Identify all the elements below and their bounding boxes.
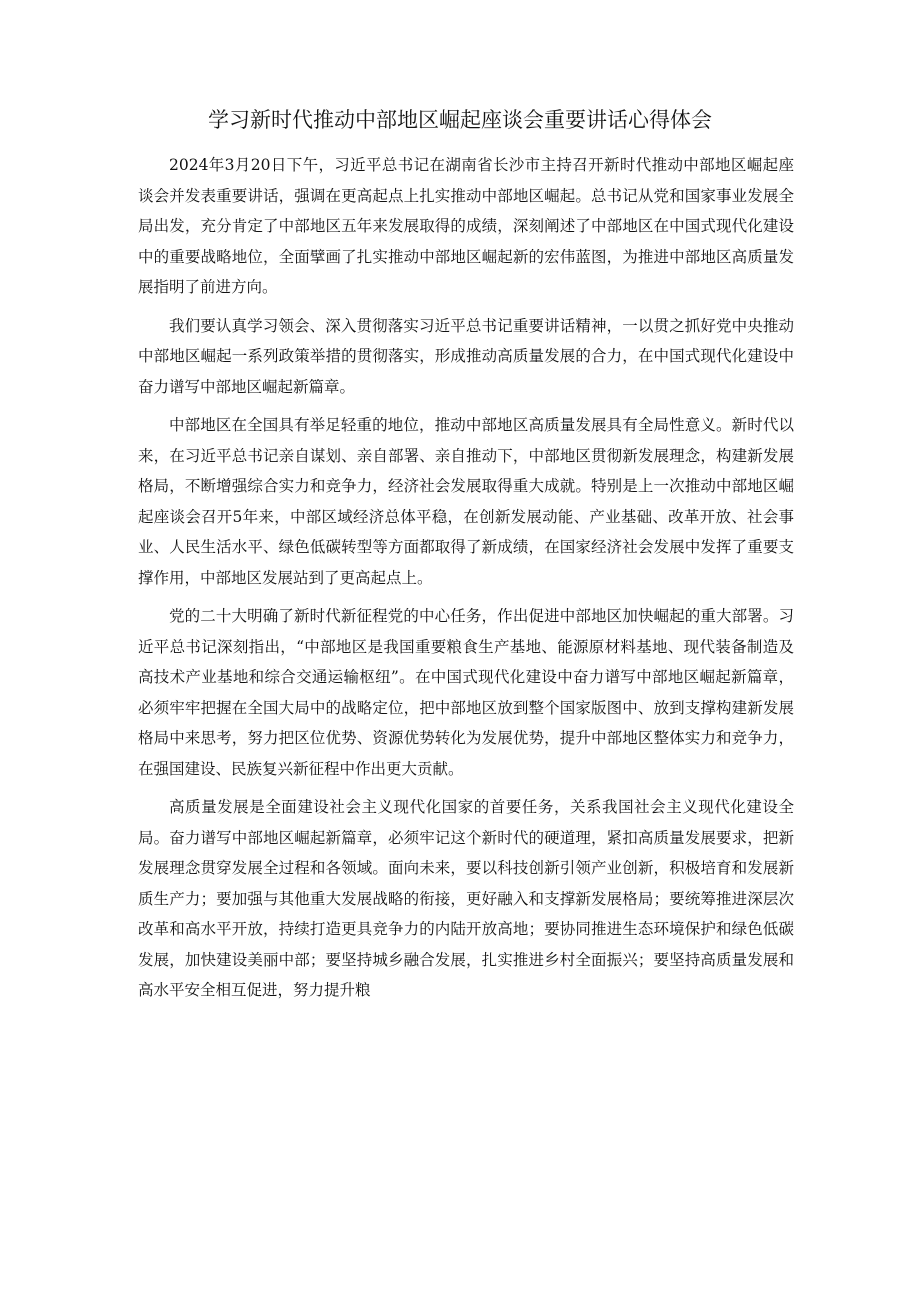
- paragraph-2: 我们要认真学习领会、深入贯彻落实习近平总书记重要讲话精神，一以贯之抓好党中央推动中部地区崛起一系列政策举措的贯彻落实，形成推动高质量发展的合力，在中国式现代化建设中奋力谱写中部地区崛起新篇章。: [138, 316, 794, 396]
- document-title: 学习新时代推动中部地区崛起座谈会重要讲话心得体会: [208, 108, 712, 132]
- paragraph-1: 2024年3月20日下午，习近平总书记在湖南省长沙市主持召开新时代推动中部地区崛起座谈会并发表重要讲话，强调在更高起点上扎实推动中部地区崛起。总书记从党和国家事业发展全局出发，充分肯定了中部地区五年来发展取得的成绩，深刻阐述了中部地区在中国式现代化建设中的重要战略地位，全面擘画了扎实推动中部地区崛起新的宏伟蓝图，为推进中部地区高质量发展指明了前进方向。: [138, 156, 794, 296]
- document-body: [138, 150, 794, 1014]
- paragraph-5: 高质量发展是全面建设社会主义现代化国家的首要任务，关系我国社会主义现代化建设全局。奋力谱写中部地区崛起新篇章，必须牢记这个新时代的硬道理，紧扣高质量发展要求，把新发展理念贯穿发展全过程和各领域。面向未来，要以科技创新引领产业创新，积极培育和发展新质生产力；要加强与其他重大发展战略的衔接，更好融入和支撑新发展格局；要统筹推进深层次改革和高水平开放，持续打造更具竞争力的内陆开放高地；要协同推进生态环境保护和绿色低碳发展，加快建设美丽中部；要坚持城乡融合发展，扎实推进乡村全面振兴；要坚持高质量发展和高水平安全相互促进，努力提升粮: [138, 798, 794, 999]
- paragraph-3: 中部地区在全国具有举足轻重的地位，推动中部地区高质量发展具有全局性意义。新时代以来，在习近平总书记亲自谋划、亲自部署、亲自推动下，中部地区贯彻新发展理念，构建新发展格局，不断增强综合实力和竞争力，经济社会发展取得重大成就。特别是上一次推动中部地区崛起座谈会召开5年来，中部区域经济总体平稳，在创新发展动能、产业基础、改革开放、社会事业、人民生活水平、绿色低碳转型等方面都取得了新成绩，在国家经济社会发展中发挥了重要支撑作用，中部地区发展站到了更高起点上。: [138, 416, 794, 587]
- paragraph-4: 党的二十大明确了新时代新征程党的中心任务，作出促进中部地区加快崛起的重大部署。习近平总书记深刻指出，“中部地区是我国重要粮食生产基地、能源原材料基地、现代装备制造及高技术产业基地和综合交通运输枢纽”。在中国式现代化建设中奋力谱写中部地区崛起新篇章，必须牢牢把握在全国大局中的战略定位，把中部地区放到整个国家版图中、放到支撑构建新发展格局中来思考，努力把区位优势、资源优势转化为发展优势，提升中部地区整体实力和竞争力，在强国建设、民族复兴新征程中作出更大贡献。: [138, 607, 794, 778]
